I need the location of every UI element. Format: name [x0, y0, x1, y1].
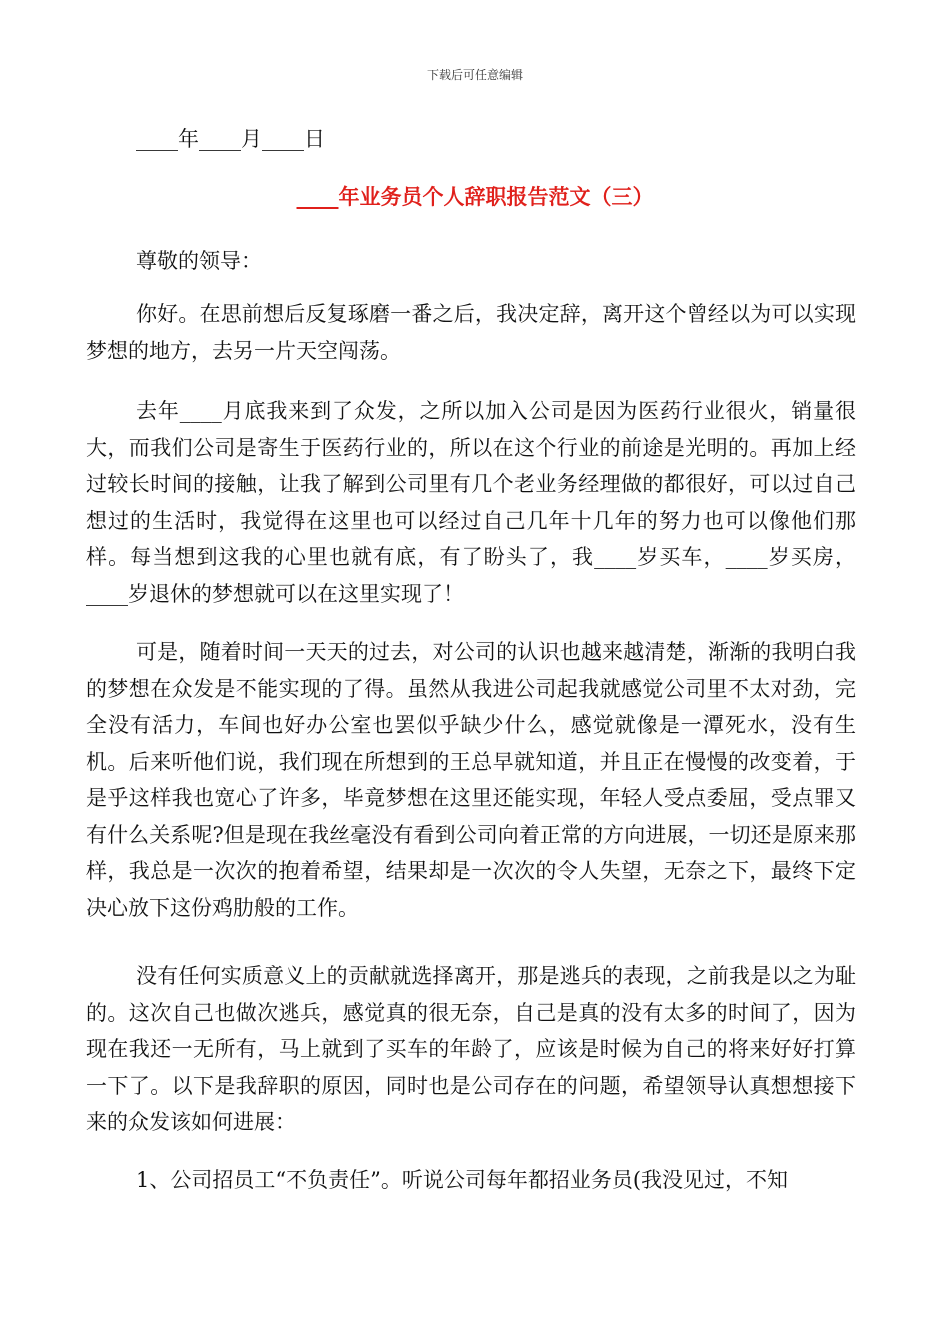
paragraph-4: 没有任何实质意义上的贡献就选择离开，那是逃兵的表现，之前我是以之为耻的。这次自己也做次逃兵，感觉真的很无奈，自己是真的没有太多的时间了，因为现在我还一无所有，马上就到了买车的年龄了，应该是时候为自己的将来好好打算一下了。以下是我辞职的原因，同时也是公司存在的问题，希望领导认真想想接下来的众发该如何进展： [86, 964, 856, 1134]
date-line: ____年____月____日 [136, 127, 325, 151]
greeting: 尊敬的领导： [136, 249, 262, 273]
header-note: 下载后可任意编辑 [426, 68, 523, 82]
document-title: ____年业务员个人辞职报告范文（三） [296, 184, 654, 209]
paragraph-2: 去年____月底我来到了众发，之所以加入公司是因为医药行业很火，销量很大，而我们公司是寄生于医药行业的，所以在这个行业的前途是光明的。再加上经过较长时间的接触，让我了解到公司里有几个老业务经理做的都很好，可以过自己想过的生活时，我觉得在这里也可以经过自己几年十几年的努力也可以像他们那样。每当想到这我的心里也就有底，有了盼头了，我____岁买车，____岁买房，____岁退休的梦想就可以在这里实现了！ [86, 399, 856, 606]
paragraph-5: 1、公司招员工“不负责任”。听说公司每年都招业务员(我没见过，不知 [136, 1168, 789, 1192]
paragraph-3: 可是，随着时间一天天的过去，对公司的认识也越来越清楚，渐渐的我明白我的梦想在众发是不能实现的了得。虽然从我进公司起我就感觉公司里不太对劲，完全没有活力，车间也好办公室也罢似乎缺少什么，感觉就像是一潭死水，没有生机。后来听他们说，我们现在所想到的王总早就知道，并且正在慢慢的改变着，于是乎这样我也宽心了许多，毕竟梦想在这里还能实现，年轻人受点委屈，受点罪又有什么关系呢?但是现在我丝毫没有看到公司向着正常的方向进展，一切还是原来那样，我总是一次次的抱着希望，结果却是一次次的令人失望，无奈之下，最终下定决心放下这份鸡肋般的工作。 [86, 640, 856, 920]
paragraph-1: 你好。在思前想后反复琢磨一番之后，我决定辞，离开这个曾经以为可以实现梦想的地方，去另一片天空闯荡。 [86, 302, 856, 363]
